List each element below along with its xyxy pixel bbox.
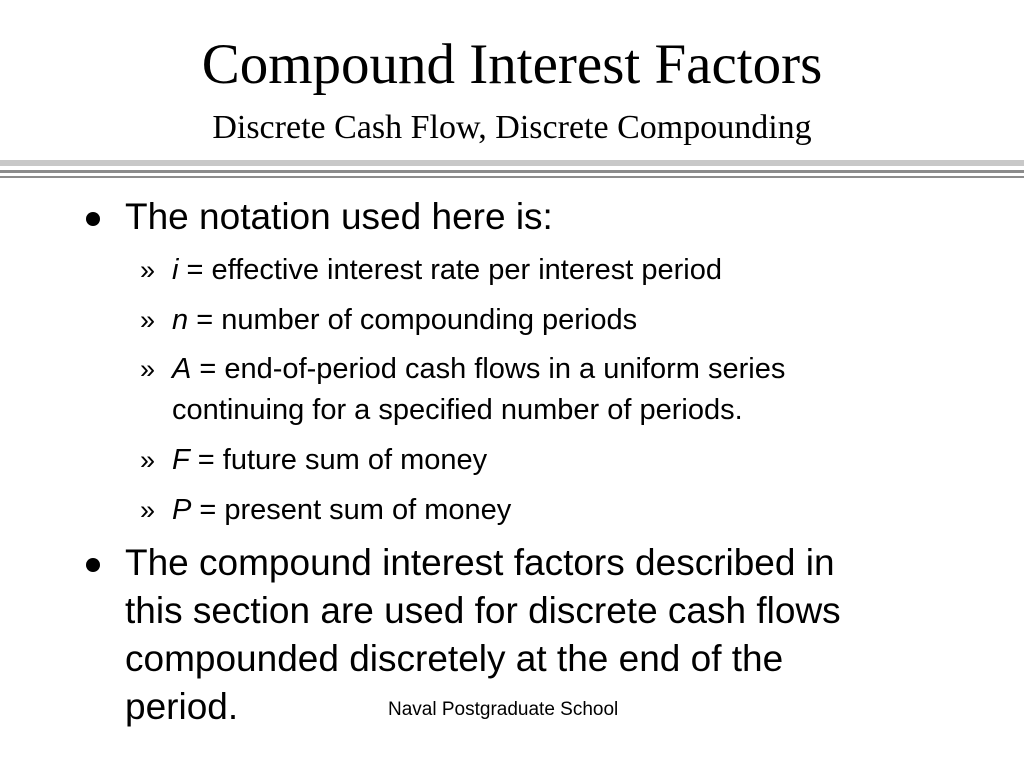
bullet-dot bbox=[86, 212, 100, 226]
bullet-description-line-3: compounded discretely at the end of the bbox=[125, 638, 784, 679]
slide-subtitle: Discrete Cash Flow, Discrete Compounding bbox=[212, 109, 812, 146]
variable-p: P bbox=[172, 494, 192, 526]
footer-institution: Naval Postgraduate School bbox=[388, 699, 619, 720]
variable-f: F bbox=[172, 444, 190, 476]
variable-i: i bbox=[172, 254, 179, 286]
definition-a-text: = end-of-period cash flows in a uniform series bbox=[191, 353, 786, 385]
definition-f bbox=[172, 440, 932, 480]
variable-a: A bbox=[172, 353, 192, 385]
bullet-description-line-1: The compound interest factors described in bbox=[125, 542, 835, 583]
definition-a bbox=[172, 349, 932, 389]
definition-f-text: = future sum of money bbox=[189, 444, 488, 476]
sub-bullet-marker: » bbox=[140, 255, 156, 285]
bullet-notation-heading: The notation used here is: bbox=[125, 196, 553, 237]
bullet-dot bbox=[86, 558, 100, 572]
sub-bullet-marker: » bbox=[140, 445, 156, 475]
sub-bullet-marker: » bbox=[140, 495, 156, 525]
definition-n bbox=[172, 300, 932, 340]
definition-a-continuation: continuing for a specified number of periods. bbox=[172, 394, 743, 426]
definition-i bbox=[172, 250, 932, 290]
definition-n-text: = number of compounding periods bbox=[188, 304, 638, 336]
definition-i-text: = effective interest rate per interest period bbox=[178, 254, 722, 286]
slide-title: Compound Interest Factors bbox=[201, 33, 823, 96]
variable-n: n bbox=[172, 304, 189, 336]
definition-p-text: = present sum of money bbox=[191, 494, 512, 526]
bullet-description-line-4: period. bbox=[125, 686, 239, 727]
sub-bullet-marker: » bbox=[140, 305, 156, 335]
definition-p bbox=[172, 490, 932, 530]
bullet-description-line-2: this section are used for discrete cash flows bbox=[125, 590, 841, 631]
sub-bullet-marker: » bbox=[140, 354, 156, 384]
